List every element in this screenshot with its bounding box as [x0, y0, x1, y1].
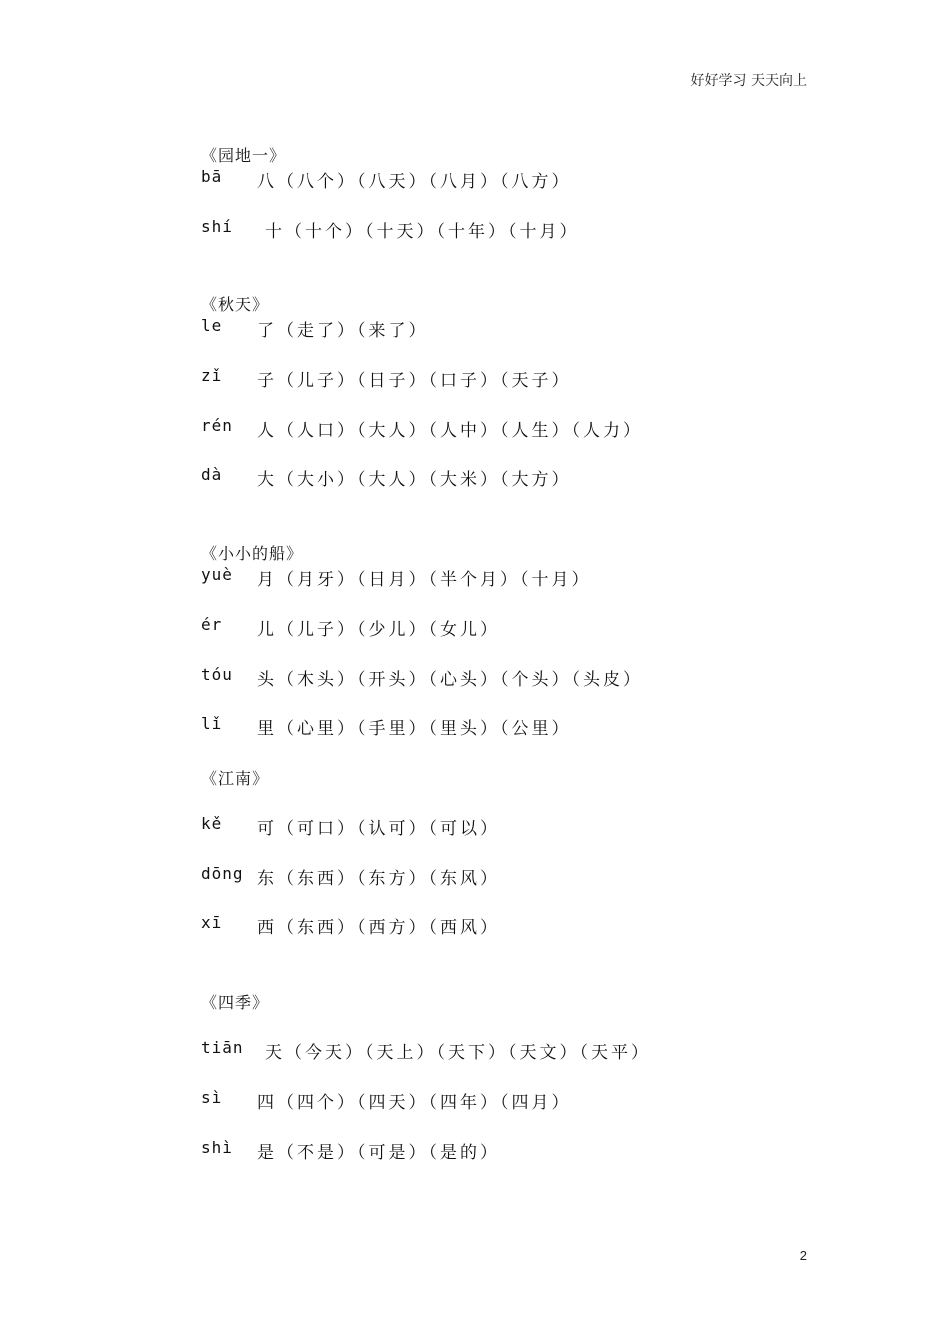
section-title-xiaoxiao-de-chuan: 《小小的船》 [201, 544, 304, 563]
word-list: 东（东西）（东方）（东风） [257, 869, 500, 889]
word-list: 了（走了）（来了） [257, 321, 429, 341]
pinyin: tiān [201, 1038, 244, 1057]
word-list: 子（儿子）（日子）（口子）（天子） [257, 371, 572, 391]
vocab-entry [201, 217, 821, 241]
vocab-entry [201, 565, 821, 589]
pinyin: sì [201, 1088, 223, 1107]
vocab-entry [201, 814, 821, 838]
word-list: 天（今天）（天上）（天下）（天文）（天平） [265, 1043, 651, 1063]
word-list: 人（人口）（大人）（人中）（人生）（人力） [257, 421, 643, 441]
section-title-jiangnan: 《江南》 [201, 769, 270, 788]
word-list: 儿（儿子）（少儿）（女儿） [257, 620, 500, 640]
pinyin: kě [201, 814, 223, 833]
word-list: 十（十个）（十天）（十年）（十月） [265, 222, 580, 242]
word-list: 大（大小）（大人）（大米）（大方） [257, 470, 572, 490]
vocab-entry [201, 1138, 821, 1162]
page-number: 2 [799, 1248, 807, 1263]
vocab-entry [201, 366, 821, 390]
word-list: 里（心里）（手里）（里头）（公里） [257, 719, 572, 739]
pinyin: ér [201, 615, 223, 634]
section-title-qiutian: 《秋天》 [201, 295, 270, 314]
word-list: 八（八个）（八天）（八月）（八方） [257, 172, 572, 192]
section-title-yuandi-yi: 《园地一》 [201, 146, 287, 165]
pinyin: bā [201, 167, 223, 186]
pinyin: le [201, 316, 223, 335]
pinyin: dà [201, 465, 223, 484]
vocab-entry [201, 714, 821, 738]
vocab-entry [201, 316, 821, 340]
pinyin: xī [201, 913, 223, 932]
pinyin: lǐ [201, 714, 223, 733]
pinyin: tóu [201, 665, 233, 684]
pinyin: zǐ [201, 366, 223, 385]
section-title-siji: 《四季》 [201, 993, 270, 1012]
vocab-entry [201, 1088, 821, 1112]
vocab-entry [201, 913, 821, 937]
word-list: 四（四个）（四天）（四年）（四月） [257, 1093, 572, 1113]
pinyin: rén [201, 416, 233, 435]
vocab-entry [201, 665, 821, 689]
vocab-entry [201, 615, 821, 639]
word-list: 可（可口）（认可）（可以） [257, 819, 500, 839]
vocab-entry [201, 864, 821, 888]
word-list: 月（月牙）（日月）（半个月）（十月） [257, 570, 592, 590]
pinyin: yuè [201, 565, 233, 584]
pinyin: dōng [201, 864, 244, 883]
vocab-entry [201, 465, 821, 489]
word-list: 头（木头）（开头）（心头）（个头）（头皮） [257, 670, 643, 690]
pinyin: shì [201, 1138, 233, 1157]
word-list: 西（东西）（西方）（西风） [257, 918, 500, 938]
pinyin: shí [201, 217, 233, 236]
word-list: 是（不是）（可是）（是的） [257, 1143, 500, 1163]
vocab-entry [201, 167, 821, 191]
vocab-entry [201, 1038, 821, 1062]
page-header: 好好学习 天天向上 [690, 73, 807, 89]
vocab-entry [201, 416, 821, 440]
